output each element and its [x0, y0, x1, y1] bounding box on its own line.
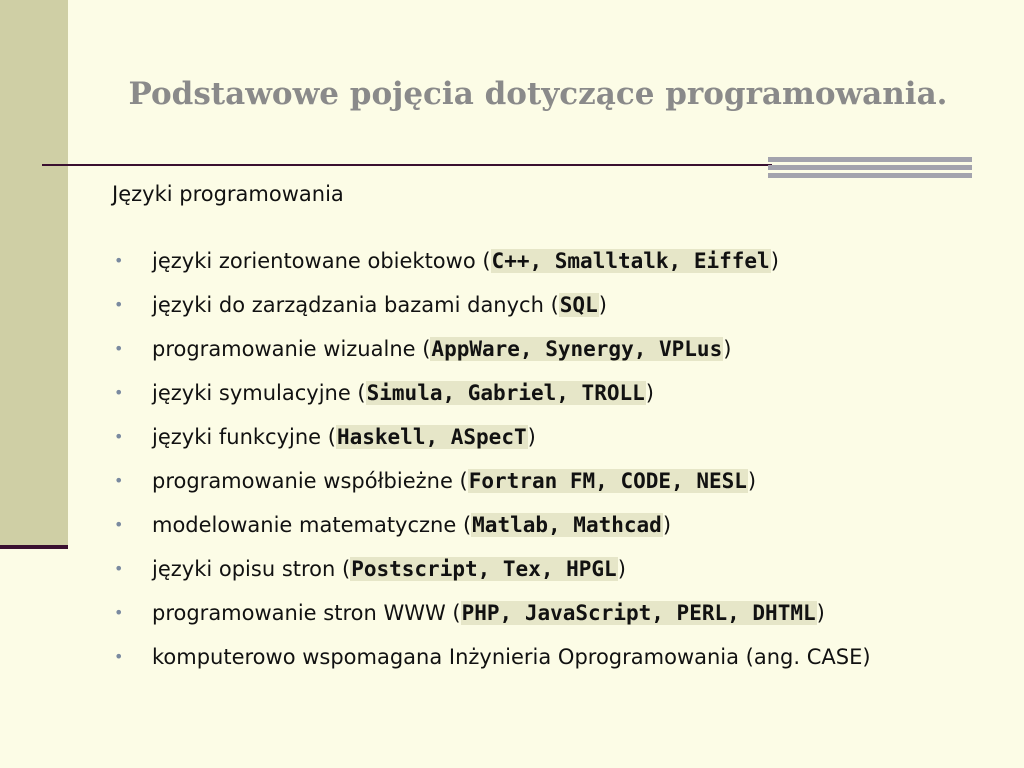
accent-bar [768, 157, 972, 162]
bullet-icon: • [114, 383, 124, 402]
bullet-icon: • [114, 339, 124, 358]
item-examples: Fortran FM, CODE, NESL [468, 469, 747, 493]
bullet-icon: • [114, 295, 124, 314]
bullet-list [112, 248, 972, 688]
list-item [112, 248, 972, 274]
bullet-icon: • [114, 515, 124, 534]
bullet-icon: • [114, 427, 124, 446]
item-suffix: ) [617, 557, 626, 581]
item-examples: Haskell, ASpecT [336, 425, 527, 449]
item-text: języki symulacyjne ( [152, 381, 366, 405]
list-item [112, 424, 972, 450]
item-text: programowanie współbieżne ( [152, 469, 468, 493]
accent-bars [768, 157, 972, 179]
bullet-icon: • [114, 603, 124, 622]
bullet-icon: • [114, 251, 124, 270]
bullet-icon: • [114, 471, 124, 490]
item-text: języki do zarządzania bazami danych ( [152, 293, 559, 317]
item-suffix: ) [770, 249, 779, 273]
title-divider [42, 164, 772, 166]
item-text: języki funkcyjne ( [152, 425, 336, 449]
item-suffix: ) [645, 381, 654, 405]
list-item [112, 644, 972, 670]
item-examples: SQL [559, 293, 598, 317]
list-item [112, 556, 972, 582]
item-examples: Simula, Gabriel, TROLL [366, 381, 645, 405]
accent-bar [768, 173, 972, 178]
list-item [112, 512, 972, 538]
list-item [112, 380, 972, 406]
bullet-icon: • [114, 647, 124, 666]
item-text: modelowanie matematyczne ( [152, 513, 472, 537]
item-suffix: ) [662, 513, 672, 537]
item-examples: AppWare, Synergy, VPLus [431, 337, 723, 361]
left-band-underline [0, 545, 68, 549]
item-suffix: ) [527, 425, 536, 449]
item-suffix: ) [747, 469, 757, 493]
item-text: języki opisu stron ( [152, 557, 351, 581]
item-examples: Matlab, Mathcad [472, 513, 662, 537]
item-examples: PHP, JavaScript, PERL, DHTML [461, 601, 816, 625]
item-text: programowanie wizualne ( [152, 337, 431, 361]
section-subtitle: Języki programowania [112, 182, 344, 206]
slide-title: Podstawowe pojęcia dotyczące programowania. [128, 76, 948, 112]
item-text: komputerowo wspomagana Inżynieria Oprogramowania (ang. CASE) [152, 645, 871, 669]
accent-bar [768, 165, 972, 170]
item-examples: Postscript, Tex, HPGL [351, 557, 617, 581]
list-item [112, 336, 972, 362]
left-decorative-band [0, 0, 68, 548]
list-item [112, 468, 972, 494]
bullet-icon: • [114, 559, 124, 578]
list-item [112, 292, 972, 318]
item-examples: C++, Smalltalk, Eiffel [491, 249, 770, 273]
item-suffix: ) [816, 601, 825, 625]
item-text: programowanie stron WWW ( [152, 601, 461, 625]
item-suffix: ) [723, 337, 732, 361]
item-text: języki zorientowane obiektowo ( [152, 249, 491, 273]
list-item [112, 600, 972, 626]
item-suffix: ) [598, 293, 607, 317]
